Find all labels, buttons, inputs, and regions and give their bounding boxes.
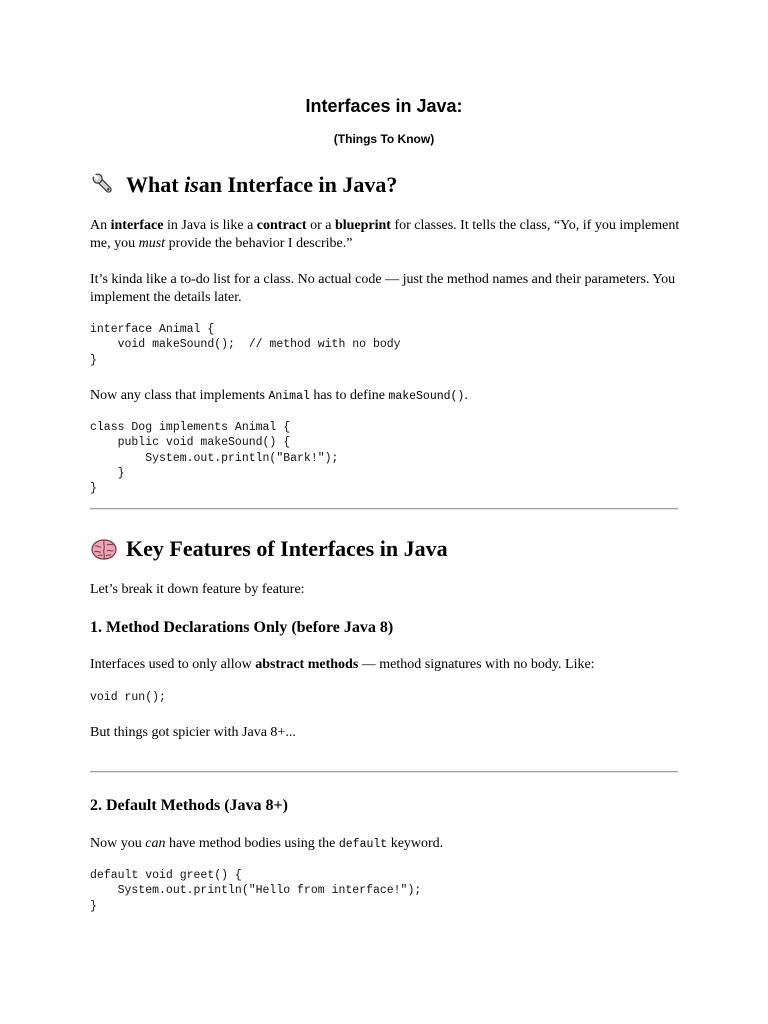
- document-subtitle: (Things To Know): [333, 132, 435, 146]
- paragraph-todo-list: It’s kinda like a to-do list for a class. No actual code — just the method names and their parameters. You implement the details later.: [90, 272, 676, 305]
- code-line: class Dog implements Animal {: [90, 421, 291, 434]
- inline-code-default: default: [338, 838, 388, 851]
- horizontal-rule: [90, 771, 678, 773]
- paragraph-default-keyword: [90, 835, 680, 854]
- subheading-method-declarations: 1. Method Declarations Only (before Java 8): [90, 619, 394, 636]
- emphasis-must: must: [138, 236, 166, 251]
- code-block-dog-class: [90, 420, 690, 496]
- text-run: Interfaces used to only allow: [90, 657, 256, 672]
- heading-text-post: an Interface in Java?: [198, 172, 398, 197]
- code-line: }: [90, 353, 97, 367]
- heading-text-em: is: [184, 172, 199, 197]
- text-run: has to define: [309, 388, 389, 403]
- section-heading-key-features: [90, 535, 690, 563]
- code-line: public void makeSound() {: [90, 436, 291, 450]
- paragraph-break-it-down: Let’s break it down feature by feature:: [90, 582, 305, 597]
- paragraph-interface-definition: [90, 217, 680, 253]
- emphasis-can: can: [145, 836, 166, 851]
- text-run: or a: [306, 218, 335, 233]
- subheading-default-methods: 2. Default Methods (Java 8+): [90, 797, 288, 814]
- heading-text-pre: What: [126, 172, 179, 197]
- code-line: default void greet() {: [90, 869, 242, 882]
- text-run: Now any class that implements: [90, 388, 269, 403]
- paragraph-java8-spicier: But things got spicier with Java 8+...: [90, 725, 296, 740]
- section-heading-what-is-interface: [90, 171, 690, 199]
- code-line: void makeSound(); // method with no body: [90, 338, 401, 352]
- text-run: have method bodies using the: [165, 836, 339, 851]
- text-run: An: [90, 218, 111, 233]
- bold-term-interface: interface: [110, 218, 164, 233]
- text-run: for classes. It tells the class, “Yo, if you implement me, you: [90, 218, 680, 251]
- horizontal-rule: [90, 508, 678, 510]
- code-block-void-run: [90, 690, 690, 705]
- paragraph-abstract-methods: [90, 656, 680, 674]
- code-line: System.out.println("Hello from interface!");: [90, 884, 422, 898]
- code-line: void run();: [90, 691, 166, 704]
- bold-term-contract: contract: [256, 218, 307, 233]
- heading-text: Key Features of Interfaces in Java: [126, 536, 448, 561]
- inline-code-makesound: makeSound(): [388, 390, 465, 403]
- text-run: .: [464, 388, 468, 403]
- bold-term-abstract-methods: abstract methods: [255, 657, 359, 672]
- code-line: System.out.println("Bark!");: [90, 451, 339, 465]
- brain-icon: [90, 535, 118, 563]
- text-run: in Java is like a: [163, 218, 257, 233]
- code-line: }: [90, 482, 97, 496]
- text-run: provide the behavior I describe.”: [165, 236, 353, 251]
- wrench-icon: [90, 171, 118, 199]
- code-block-default-greet: [90, 868, 690, 914]
- bold-term-blueprint: blueprint: [334, 218, 391, 233]
- text-run: — method signatures with no body. Like:: [358, 657, 595, 672]
- code-line: }: [90, 899, 97, 913]
- text-run: keyword.: [387, 836, 444, 851]
- paragraph-implements-animal: [90, 387, 680, 406]
- text-run: Now you: [90, 836, 146, 851]
- code-line: interface Animal {: [90, 323, 215, 336]
- code-block-interface-animal: [90, 322, 690, 368]
- code-line: }: [90, 466, 125, 480]
- inline-code-animal: Animal: [268, 390, 310, 403]
- document-title: Interfaces in Java:: [305, 96, 463, 116]
